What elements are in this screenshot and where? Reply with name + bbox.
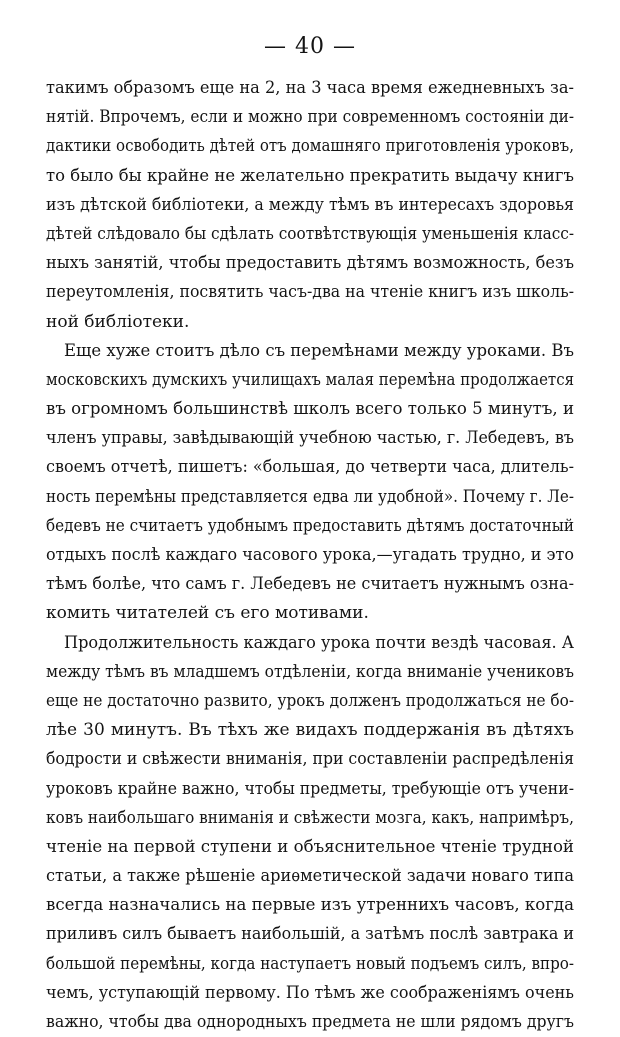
page-number: — 40 — xyxy=(264,34,356,59)
text-line: комить читателей съ его мотивами. xyxy=(46,603,369,624)
text-line: ковъ наибольшаго вниманія и свѣжести мозга, какъ, напримѣръ, xyxy=(46,807,574,828)
text-line: такимъ образомъ еще на 2, на 3 часа время ежедневныхъ за- xyxy=(46,78,574,98)
text-line: московскихъ думскихъ училищахъ малая перемѣна продолжается xyxy=(46,369,574,390)
text-line: всегда назначались на первые изъ утреннихъ часовъ, когда xyxy=(46,895,574,916)
text-line: чтеніе на первой ступени и объяснительное чтеніе трудной xyxy=(46,836,574,857)
text-line: изъ дѣтской библіотеки, а между тѣмъ въ интересахъ здоровья xyxy=(46,194,574,215)
text-line: Продолжительность каждаго урока почти вездѣ часовая. А xyxy=(64,632,574,653)
text-line: бодрости и свѣжести вниманія, при составленіи распредѣленія xyxy=(46,749,574,770)
text-line: то было бы крайне не желательно прекратить выдачу книгъ xyxy=(46,165,574,186)
text-line: лѣе 30 минутъ. Въ тѣхъ же видахъ поддержанія въ дѣтяхъ xyxy=(46,720,574,741)
text-line: ной библіотеки. xyxy=(46,311,190,332)
text-line: между тѣмъ въ младшемъ отдѣленіи, когда вниманіе учениковъ xyxy=(46,661,574,682)
text-line: ныхъ занятій, чтобы предоставить дѣтямъ возможность, безъ xyxy=(46,253,574,274)
body-text xyxy=(46,74,574,1037)
text-line: отдыхъ послѣ каждаго часового урока,—угадать трудно, и это xyxy=(46,545,574,565)
text-line: статьи, а также рѣшеніе ариѳметической задачи новаго типа xyxy=(46,866,574,887)
text-line: дактики освободить дѣтей отъ домашняго приготовленія уроковъ, xyxy=(46,136,574,157)
text-line: большой перемѣны, когда наступаетъ новый подъемъ силъ, впро- xyxy=(46,953,574,974)
text-line: уроковъ крайне важно, чтобы предметы, требующіе отъ учени- xyxy=(46,778,574,799)
text-line: переутомленія, посвятить часъ-два на чтеніе книгъ изъ школь- xyxy=(46,282,574,303)
text-line: дѣтей слѣдовало бы сдѣлать соотвѣтствующія уменьшенія класс- xyxy=(46,223,574,244)
text-line: въ огромномъ большинствѣ школъ всего только 5 минутъ, и xyxy=(46,399,574,420)
text-line: своемъ отчетѣ, пишетъ: «большая, до четверти часа, длитель- xyxy=(46,457,574,478)
text-line: важно, чтобы два однородныхъ предмета не шли рядомъ другъ xyxy=(46,1012,574,1032)
text-line: бедевъ не считаетъ удобнымъ предоставить дѣтямъ достаточный xyxy=(46,515,574,536)
text-line: членъ управы, завѣдывающій учебною частью, г. Лебедевъ, въ xyxy=(46,428,574,449)
text-line: нятій. Впрочемъ, если и можно при современномъ состояніи ди- xyxy=(46,107,574,128)
text-line: чемъ, уступающій первому. По тѣмъ же соображеніямъ очень xyxy=(46,982,574,1003)
text-line: приливъ силъ бываетъ наибольшій, а затѣмъ послѣ завтрака и xyxy=(46,924,574,945)
text-line: еще не достаточно развито, урокъ долженъ продолжаться не бо- xyxy=(46,690,574,711)
text-line: тѣмъ болѣе, что самъ г. Лебедевъ не считаетъ нужнымъ озна- xyxy=(46,574,574,595)
text-line: ность перемѣны представляется едва ли удобной». Почему г. Ле- xyxy=(46,486,574,507)
text-line: Еще хуже стоитъ дѣло съ перемѣнами между уроками. Въ xyxy=(64,340,574,361)
